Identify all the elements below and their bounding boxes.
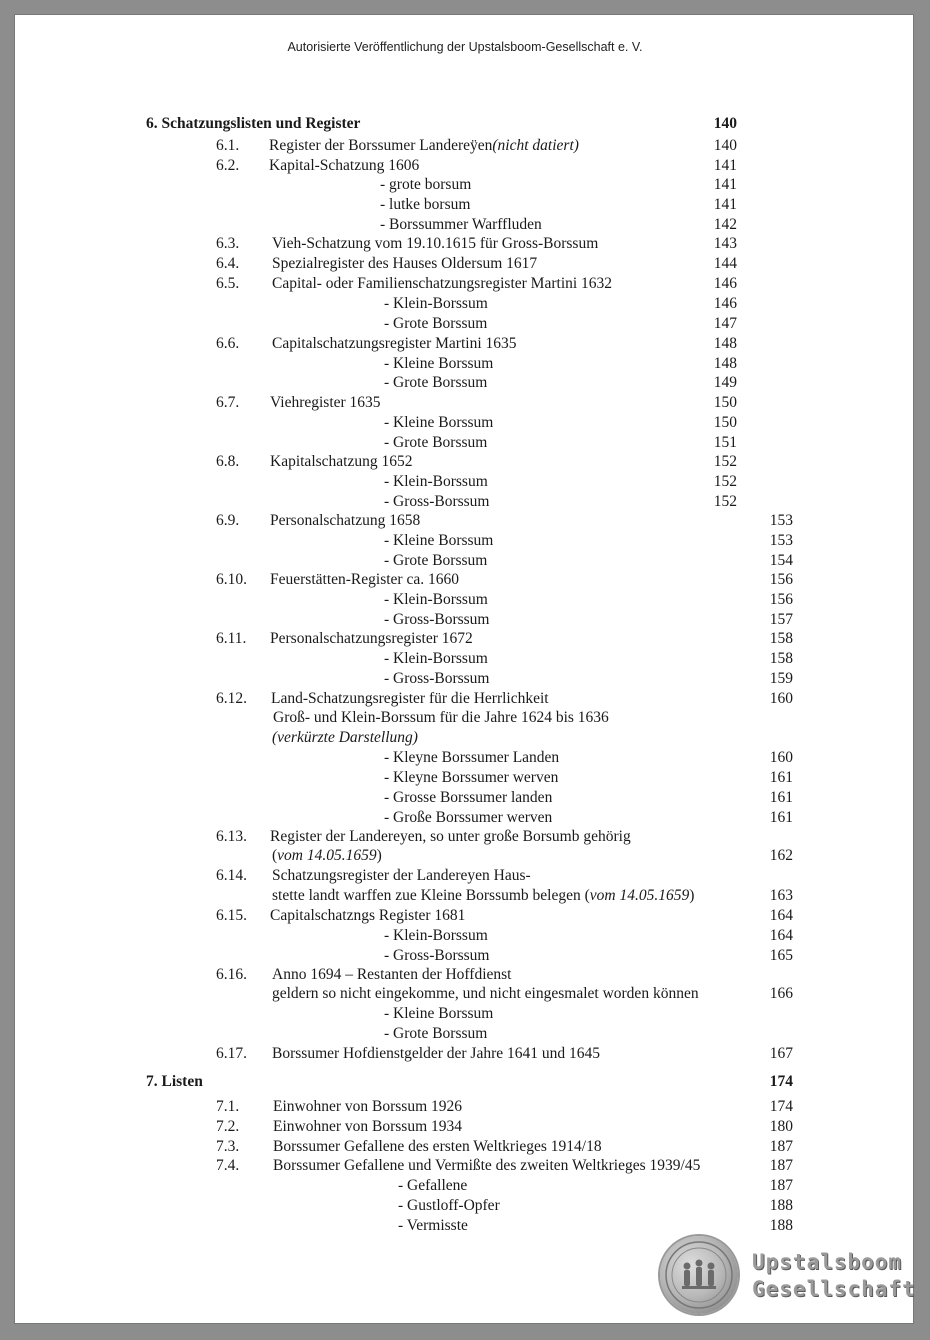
toc-entry xyxy=(384,314,487,333)
entry-title: - Klein-Borssum xyxy=(384,591,488,608)
entry-page-number: 180 xyxy=(769,1118,793,1135)
toc-entry xyxy=(272,728,418,747)
toc-entry xyxy=(270,511,420,530)
entry-title: - Grote Borssum xyxy=(384,315,488,332)
entry-title: Viehregister 1635 xyxy=(270,394,381,411)
entry-title-end: ) xyxy=(689,887,695,904)
toc-entry xyxy=(272,234,598,253)
entry-page-number: 143 xyxy=(713,235,737,252)
entry-title: - Kleyne Borssumer werven xyxy=(384,769,559,786)
toc-entry xyxy=(273,1097,462,1116)
entry-number: 6.13. xyxy=(216,828,247,845)
entry-title: - grote borsum xyxy=(380,176,472,193)
entry-page-number: 156 xyxy=(769,571,793,588)
entry-title: Capital- oder Familienschatzungsregister Martini 1632 xyxy=(272,275,613,292)
entry-page-number: 187 xyxy=(769,1138,793,1155)
entry-title: - lutke borsum xyxy=(380,196,471,213)
toc-entry xyxy=(273,708,609,727)
entry-title: - Borssummer Warffluden xyxy=(380,216,542,233)
entry-title: Register der Landereyen, so unter große Borsumb gehörig xyxy=(270,828,631,845)
toc-entry xyxy=(384,590,488,609)
entry-title: - Grosse Borssumer landen xyxy=(384,789,553,806)
entry-date-note: vom 14.05.1659 xyxy=(589,887,690,904)
entry-number: 6.15. xyxy=(216,907,247,924)
entry-title: - Klein-Borssum xyxy=(384,295,488,312)
entry-page-number: 174 xyxy=(769,1098,793,1115)
entry-page-number: 157 xyxy=(769,611,793,628)
entry-title: Borssumer Hofdienstgelder der Jahre 1641 und 1645 xyxy=(272,1045,601,1062)
entry-title: - Vermisste xyxy=(398,1217,468,1234)
toc-entry xyxy=(398,1176,467,1195)
entry-page-number: 152 xyxy=(713,473,737,490)
section-title: 7. Listen xyxy=(146,1073,203,1090)
toc-entry xyxy=(272,886,694,905)
toc-entry xyxy=(270,393,381,412)
toc-entry xyxy=(272,965,512,984)
entry-number: 6.3. xyxy=(216,235,240,252)
entry-date-note: vom 14.05.1659 xyxy=(277,847,377,864)
section-title: 6. Schatzungslisten und Register xyxy=(146,115,361,132)
entry-title: geldern so nicht eingekomme, und nicht eingesmalet worden können xyxy=(272,985,699,1002)
entry-title: Personalschatzung 1658 xyxy=(270,512,421,529)
entry-number: 6.16. xyxy=(216,966,247,983)
entry-title: Einwohner von Borssum 1926 xyxy=(273,1098,463,1115)
toc-entry xyxy=(272,984,699,1003)
entry-page-number: 152 xyxy=(713,453,737,470)
entry-title: - Klein-Borssum xyxy=(384,927,488,944)
entry-title: - Kleine Borssum xyxy=(384,355,494,372)
entry-page-number: 161 xyxy=(769,809,793,826)
entry-number: 6.5. xyxy=(216,275,240,292)
entry-title: - Grote Borssum xyxy=(384,552,488,569)
entry-page-number: 156 xyxy=(769,591,793,608)
entry-page-number: 162 xyxy=(769,847,793,864)
toc-entry xyxy=(272,334,517,353)
toc-entry xyxy=(384,1004,493,1023)
entry-page-number: 165 xyxy=(769,947,793,964)
entry-title: stette landt warffen zue Kleine Borssumb belegen ( xyxy=(272,887,590,904)
toc-entry xyxy=(270,452,412,471)
society-seal-icon xyxy=(660,1236,738,1314)
entry-page-number: 160 xyxy=(769,690,793,707)
logo-line-2: Gesellschaft xyxy=(752,1277,916,1301)
toc-entry xyxy=(269,136,579,155)
toc-entry xyxy=(272,846,382,865)
entry-number: 6.12. xyxy=(216,690,247,707)
entry-title: Feuerstätten-Register ca. 1660 xyxy=(270,571,459,588)
entry-page-number: 148 xyxy=(713,335,737,352)
section-page-number: 174 xyxy=(769,1073,793,1090)
toc-entry xyxy=(384,946,490,965)
entry-title: - Gross-Borssum xyxy=(384,493,490,510)
entry-page-number: 144 xyxy=(713,255,737,272)
toc-entry xyxy=(398,1216,468,1235)
toc-entry xyxy=(384,492,490,511)
toc-entry xyxy=(384,669,490,688)
entry-page-number: 150 xyxy=(713,394,737,411)
entry-title: - Große Borssumer werven xyxy=(384,809,553,826)
entry-number: 6.14. xyxy=(216,867,247,884)
logo-line-1: Upstalsboom xyxy=(752,1250,903,1274)
entry-page-number: 154 xyxy=(769,552,793,569)
entry-title: - Gross-Borssum xyxy=(384,670,490,687)
entry-title: - Kleine Borssum xyxy=(384,532,494,549)
entry-page-number: 153 xyxy=(769,532,793,549)
entry-page-number: 148 xyxy=(713,355,737,372)
entry-title: - Gustloff-Opfer xyxy=(398,1197,500,1214)
entry-title-end: ) xyxy=(376,847,382,864)
section-page-number: 140 xyxy=(713,115,737,132)
entry-page-number: 158 xyxy=(769,630,793,647)
entry-page-number: 188 xyxy=(769,1217,793,1234)
toc-entry xyxy=(384,926,488,945)
entry-title: - Gross-Borssum xyxy=(384,947,490,964)
entry-number: 6.7. xyxy=(216,394,240,411)
entry-page-number: 147 xyxy=(713,315,737,332)
entry-title: Personalschatzungsregister 1672 xyxy=(270,630,473,647)
entry-title: - Kleine Borssum xyxy=(384,1005,494,1022)
entry-number: 6.17. xyxy=(216,1045,247,1062)
entry-number: 7.1. xyxy=(216,1098,240,1115)
toc-entry xyxy=(384,373,487,392)
entry-title: Borssumer Gefallene und Vermißte des zweiten Weltkrieges 1939/45 xyxy=(273,1157,701,1174)
entry-title: Capitalschatzungsregister Martini 1635 xyxy=(272,335,517,352)
entry-page-number: 153 xyxy=(769,512,793,529)
toc-entry xyxy=(384,748,559,767)
entry-title: - Klein-Borssum xyxy=(384,650,488,667)
toc-entry xyxy=(384,649,488,668)
entry-page-number: 140 xyxy=(713,137,737,154)
toc-entry xyxy=(380,195,470,214)
entry-number: 6.8. xyxy=(216,453,240,470)
entry-date-note: (verkürzte Darstellung) xyxy=(272,729,418,746)
toc-entry xyxy=(380,215,542,234)
entry-page-number: 187 xyxy=(769,1157,793,1174)
entry-title: Spezialregister des Hauses Oldersum 1617 xyxy=(272,255,538,272)
entry-page-number: 164 xyxy=(769,927,793,944)
entry-title: - Gross-Borssum xyxy=(384,611,490,628)
entry-number: 6.4. xyxy=(216,255,240,272)
toc-entry xyxy=(384,354,493,373)
entry-number: 6.10. xyxy=(216,571,247,588)
entry-title: - Grote Borssum xyxy=(384,374,488,391)
entry-page-number: 152 xyxy=(713,493,737,510)
toc-entry xyxy=(384,551,487,570)
entry-title: ( xyxy=(272,847,278,864)
toc-entry xyxy=(270,629,473,648)
toc-entry xyxy=(273,1156,700,1175)
toc-entry xyxy=(384,294,488,313)
upstalsboom-logo xyxy=(656,1232,916,1318)
entry-page-number: 164 xyxy=(769,907,793,924)
entry-page-number: 160 xyxy=(769,749,793,766)
entry-title: Kapital-Schatzung 1606 xyxy=(269,157,420,174)
entry-page-number: 188 xyxy=(769,1197,793,1214)
entry-page-number: 149 xyxy=(713,374,737,391)
entry-title: Groß- und Klein-Borssum für die Jahre 1624 bis 1636 xyxy=(273,709,609,726)
toc-entry xyxy=(271,689,549,708)
entry-page-number: 151 xyxy=(713,434,737,451)
entry-title: Einwohner von Borssum 1934 xyxy=(273,1118,463,1135)
entry-number: 6.9. xyxy=(216,512,240,529)
entry-page-number: 161 xyxy=(769,789,793,806)
toc-entry xyxy=(272,866,531,885)
entry-page-number: 146 xyxy=(713,295,737,312)
entry-date-note: (nicht datiert) xyxy=(492,137,579,154)
entry-title: - Kleine Borssum xyxy=(384,414,494,431)
entry-page-number: 187 xyxy=(769,1177,793,1194)
entry-page-number: 141 xyxy=(713,157,737,174)
toc-entry xyxy=(384,433,487,452)
entry-page-number: 146 xyxy=(713,275,737,292)
entry-title: - Grote Borssum xyxy=(384,1025,488,1042)
toc-entry xyxy=(384,808,552,827)
entry-number: 6.11. xyxy=(216,630,247,647)
entry-number: 7.3. xyxy=(216,1138,240,1155)
toc-entry xyxy=(272,1044,600,1063)
toc-entry xyxy=(272,274,612,293)
entry-title: - Kleyne Borssumer Landen xyxy=(384,749,560,766)
entry-title: Borssumer Gefallene des ersten Weltkrieges 1914/18 xyxy=(273,1138,602,1155)
entry-title: Register der Borssumer Landereÿen xyxy=(269,137,493,154)
entry-number: 7.2. xyxy=(216,1118,240,1135)
entry-page-number: 166 xyxy=(769,985,793,1002)
entry-number: 6.2. xyxy=(216,157,240,174)
entry-page-number: 159 xyxy=(769,670,793,687)
toc-entry xyxy=(384,1024,487,1043)
entry-page-number: 142 xyxy=(713,216,737,233)
entry-page-number: 161 xyxy=(769,769,793,786)
toc-entry xyxy=(380,175,471,194)
entry-page-number: 158 xyxy=(769,650,793,667)
entry-title: Kapitalschatzung 1652 xyxy=(270,453,413,470)
toc-entry xyxy=(384,768,558,787)
entry-number: 7.4. xyxy=(216,1157,240,1174)
entry-page-number: 141 xyxy=(713,176,737,193)
entry-title: Capitalschatzngs Register 1681 xyxy=(270,907,466,924)
toc-entry xyxy=(270,827,631,846)
toc-entry xyxy=(270,570,459,589)
entry-page-number: 150 xyxy=(713,414,737,431)
toc-entry xyxy=(384,472,488,491)
toc-entry xyxy=(273,1117,462,1136)
entry-title: Anno 1694 – Restanten der Hoffdienst xyxy=(272,966,512,983)
entry-page-number: 141 xyxy=(713,196,737,213)
toc-entry xyxy=(270,906,465,925)
entry-page-number: 163 xyxy=(769,887,793,904)
page-header: Autorisierte Veröffentlichung der Upstalsboom-Gesellschaft e. V. xyxy=(287,40,643,54)
toc-entry xyxy=(384,413,493,432)
entry-title: - Grote Borssum xyxy=(384,434,488,451)
entry-number: 6.1. xyxy=(216,137,240,154)
entry-title: - Gefallene xyxy=(398,1177,468,1194)
toc-entry xyxy=(384,788,552,807)
entry-title: Land-Schatzungsregister für die Herrlichkeit xyxy=(271,690,549,707)
toc-entry xyxy=(384,610,490,629)
entry-title: - Klein-Borssum xyxy=(384,473,488,490)
toc-entry xyxy=(384,531,493,550)
toc-entry xyxy=(273,1137,602,1156)
toc-entry xyxy=(272,254,537,273)
toc-entry xyxy=(398,1196,500,1215)
entry-title: Vieh-Schatzung vom 19.10.1615 für Gross-Borssum xyxy=(272,235,599,252)
entry-page-number: 167 xyxy=(769,1045,793,1062)
entry-number: 6.6. xyxy=(216,335,240,352)
toc-entry xyxy=(269,156,419,175)
entry-title: Schatzungsregister der Landereyen Haus- xyxy=(272,867,531,884)
